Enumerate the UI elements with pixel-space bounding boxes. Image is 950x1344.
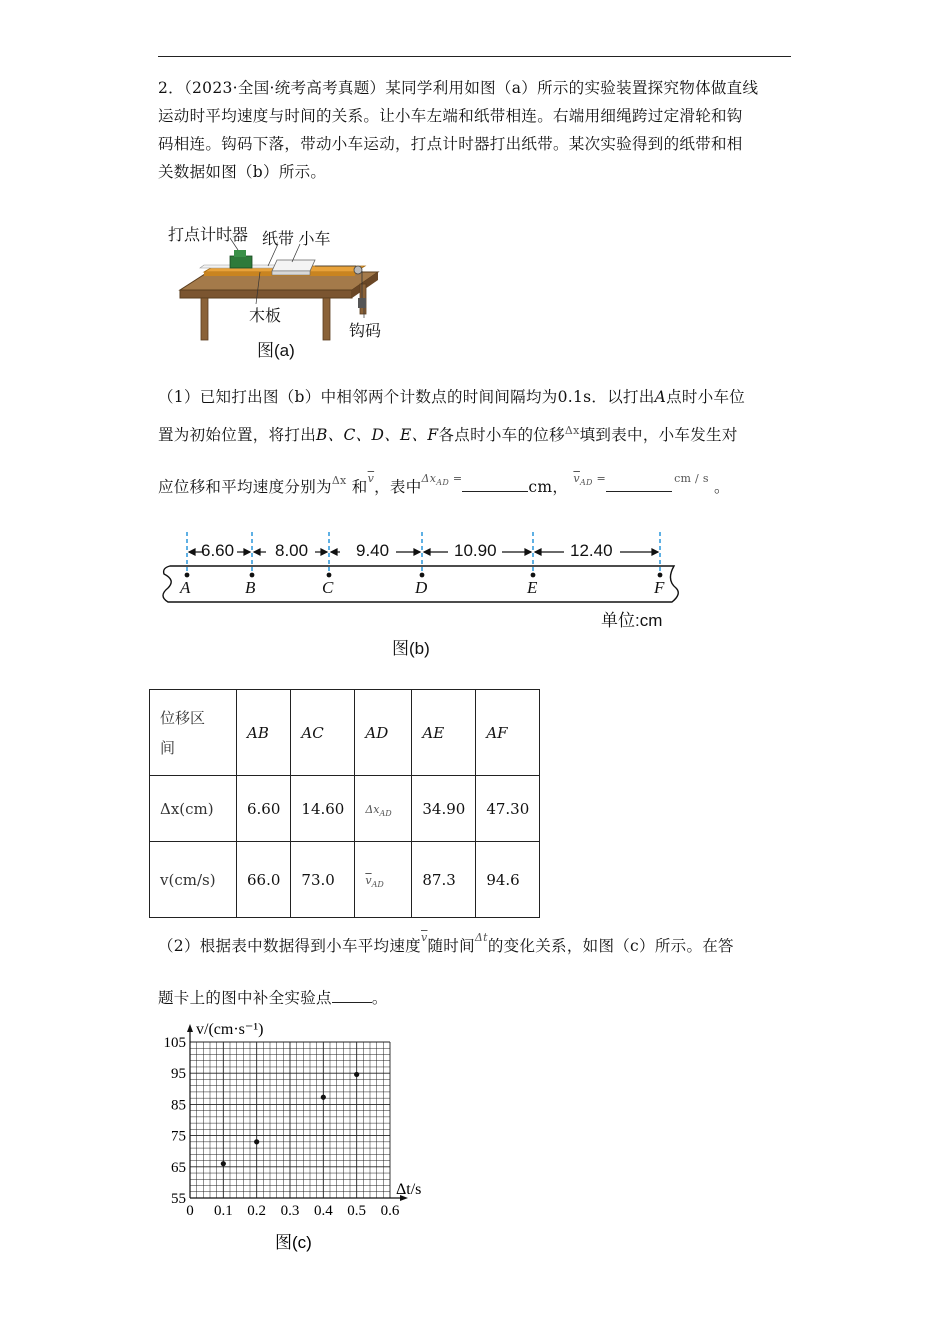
part1-text-8: ，表中 <box>374 478 422 496</box>
segment-ab: 6.60 <box>201 541 235 560</box>
unit-label: 单位:cm <box>601 611 663 630</box>
x-tick-label: 0.3 <box>280 1203 300 1219</box>
part1-text-6: 填到表中，小车发生对 <box>579 426 738 444</box>
point-label-d: D <box>415 578 428 597</box>
intro-line-2: 运动时平均速度与时间的关系。让小车左端和纸带相连。右端用细绳跨过定滑轮和钩 <box>158 107 743 125</box>
x-axis-label: Δt/s <box>396 1181 422 1198</box>
dx-ad-answer-blank[interactable] <box>462 477 528 492</box>
cell: 66.0 <box>237 842 291 918</box>
col-af: AF <box>476 690 540 776</box>
col-ad: AD <box>355 690 412 776</box>
table-dx-ad: Δx <box>365 802 380 816</box>
data-point <box>321 1095 326 1100</box>
segment-bc: 8.00 <box>275 541 309 560</box>
v-ad-symbol: $\overline{v}$ <box>573 472 580 485</box>
intro-line-3: 码相连。钩码下落，带动小车运动，打点计时器打出纸带。某次实验得到的纸带和相 <box>158 135 743 153</box>
y-tick-label: 65 <box>171 1159 186 1176</box>
table-v-ad-sub: AD <box>371 880 384 890</box>
dx-symbol: Δx <box>564 424 580 437</box>
data-point <box>221 1161 226 1166</box>
cell-dx-ad <box>355 776 412 842</box>
part2-text-4: 题卡上的图中补全实验点 <box>158 989 332 1007</box>
y-tick-label: 95 <box>171 1066 186 1083</box>
part1-text-1: （1）已知打出图（b）中相邻两个计数点的时间间隔均为 <box>158 388 558 406</box>
period: 。 <box>714 478 730 496</box>
x-tick-label: 0.5 <box>347 1203 367 1219</box>
part2-t-symbol: Δt <box>474 931 488 944</box>
points-list: B、C、D、E、F <box>316 426 439 444</box>
v-ad-subscript: AD <box>579 478 593 488</box>
question-number: 2． <box>158 79 184 97</box>
part2-period: 。 <box>371 989 388 1007</box>
part1-text-3: 点时小车位 <box>666 388 746 406</box>
segment-cd: 9.40 <box>356 541 390 560</box>
row-dx-label: Δx(cm) <box>150 776 237 842</box>
chart-axes <box>187 1024 408 1201</box>
cell: 47.30 <box>476 776 540 842</box>
table-dx-ad-sub: AD <box>379 809 392 819</box>
point-label-f: F <box>654 578 665 597</box>
part2-v-symbol: v <box>420 931 428 944</box>
unit-cm: cm， <box>528 478 569 496</box>
head-label-2: 间 <box>160 738 176 757</box>
head-label-1: 位移区 <box>160 708 206 727</box>
figure-a-caption: 图(a) <box>257 341 295 360</box>
points-answer-blank[interactable] <box>332 988 372 1003</box>
part2-text-2: 随时间 <box>427 937 475 955</box>
part2-text <box>158 932 798 1012</box>
segment-ef: 12.40 <box>570 541 613 560</box>
dx-symbol-2: Δx <box>331 474 347 487</box>
col-ac: AC <box>291 690 355 776</box>
cell: 6.60 <box>237 776 291 842</box>
table-row <box>150 842 540 918</box>
segment-de: 10.90 <box>454 541 497 560</box>
point-label-b: B <box>245 578 256 597</box>
unit-cms: cm / s <box>674 472 709 485</box>
x-tick-label: 0.1 <box>213 1203 233 1219</box>
y-tick-label: 105 <box>163 1035 186 1051</box>
point-label-c: C <box>322 578 334 597</box>
chart-ticks <box>164 1035 400 1219</box>
data-table <box>149 689 540 918</box>
cell: 87.3 <box>412 842 476 918</box>
y-tick-label: 85 <box>171 1097 186 1114</box>
dx-ad-subscript: AD <box>436 478 450 488</box>
question-intro <box>158 74 798 186</box>
intro-line-1: 某同学利用如图（a）所示的实验装置探究物体做直线 <box>385 79 759 97</box>
figure-b-caption: 图(b) <box>392 639 430 658</box>
point-label-a: A <box>180 578 191 597</box>
intro-line-4: 关数据如图（b）所示。 <box>158 163 327 181</box>
y-axis-arrow <box>187 1024 193 1032</box>
x-tick-label: 0.2 <box>247 1203 267 1219</box>
v-symbol: v <box>367 472 375 485</box>
figure-c-caption: 图(c) <box>275 1233 312 1252</box>
dx-ad-symbol: Δx <box>421 472 437 485</box>
label-tape-car: 纸带 小车 <box>262 231 331 248</box>
and-text: 和 <box>351 478 368 496</box>
cell: 14.60 <box>291 776 355 842</box>
data-point <box>354 1072 359 1077</box>
cell: 94.6 <box>476 842 540 918</box>
row-v-label: v(cm/s) <box>150 842 237 918</box>
label-timer: 打点计时器 <box>168 227 249 244</box>
col-ab: AB <box>237 690 291 776</box>
col-ae: AE <box>412 690 476 776</box>
part1-text-2: ．以打出 <box>591 388 655 406</box>
top-rule <box>158 56 791 57</box>
table-v-ad: $\overline{v}$ <box>365 873 372 887</box>
cell-v-ad <box>355 842 412 918</box>
part1-text-7: 应位移和平均速度分别为 <box>158 478 332 496</box>
part1-text-4: 置为初始位置，将打出 <box>158 426 317 444</box>
x-tick-label: 0.6 <box>380 1203 400 1219</box>
interval-value: 0.1s <box>557 388 592 406</box>
figure-c-chart <box>150 1012 440 1262</box>
x-tick-label: 0 <box>186 1203 194 1219</box>
cell: 73.0 <box>291 842 355 918</box>
y-tick-label: 75 <box>171 1128 186 1145</box>
table-header-label <box>150 690 237 776</box>
part2-text-3: 的变化关系，如图（c）所示。在答 <box>487 937 734 955</box>
label-board: 木板 <box>249 308 282 325</box>
dx-ad-eq: = <box>452 472 463 485</box>
y-axis-label: v/(cm·s⁻¹) <box>196 1021 264 1038</box>
part1-text <box>158 383 798 507</box>
y-tick-label: 55 <box>171 1191 186 1207</box>
part1-text-5: 各点时小车的位移 <box>438 426 565 444</box>
x-tick-label: 0.4 <box>313 1203 333 1219</box>
label-weight: 钩码 <box>349 323 382 340</box>
data-point <box>254 1139 259 1144</box>
point-a-ref: A <box>654 388 667 406</box>
v-ad-eq: = <box>596 472 607 485</box>
question-source: （2023·全国·统考高考真题） <box>183 79 386 97</box>
table-row <box>150 690 540 776</box>
table-row <box>150 776 540 842</box>
chart-grid <box>190 1042 390 1198</box>
v-ad-answer-blank[interactable] <box>606 477 672 492</box>
point-label-e: E <box>527 578 538 597</box>
part2-text-1: （2）根据表中数据得到小车平均速度 <box>158 937 421 955</box>
cell: 34.90 <box>412 776 476 842</box>
